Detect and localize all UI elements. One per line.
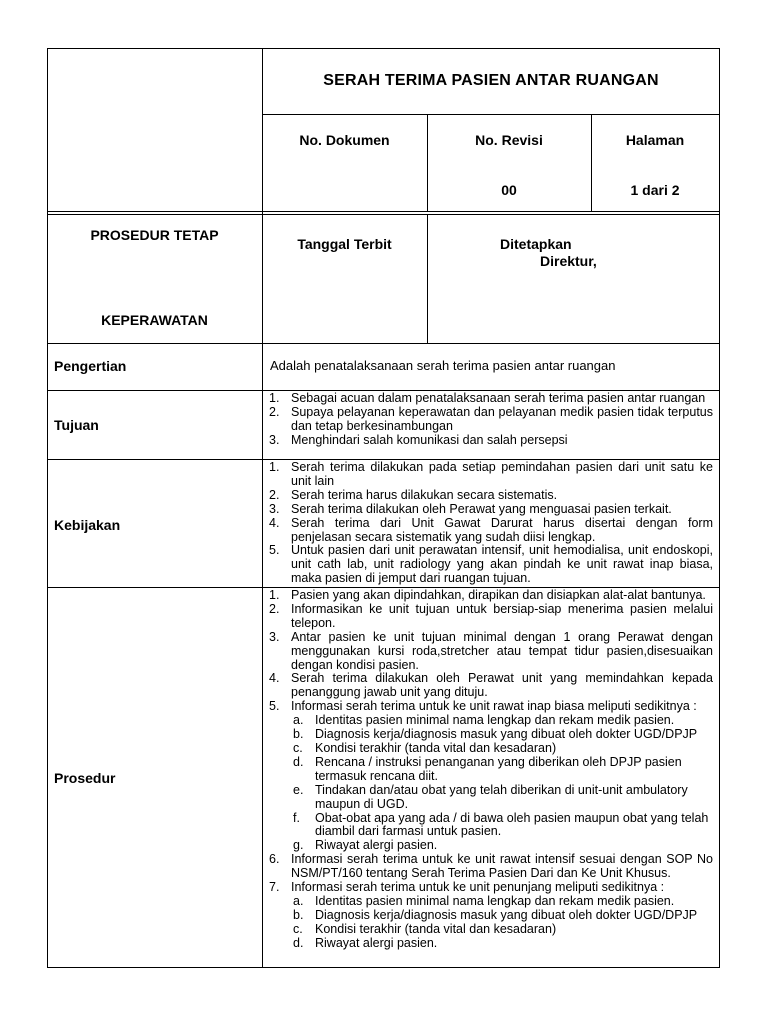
- list-item: 5. Untuk pasien dari unit perawatan intensif, unit hemodialisa, unit endoskopi, unit cath lab, unit radiology yang akan pindah ke unit rawat inap biasa, maka pasien di jemput dari ruangan tujuan.: [269, 543, 713, 586]
- pengertian-label: Pengertian: [54, 358, 127, 374]
- kebijakan-list: [267, 461, 713, 586]
- border-right: [719, 48, 720, 968]
- halaman-value: 1 dari 2: [630, 182, 680, 198]
- sub-list-item: e. Tindakan dan/atau obat yang telah diberikan di unit-unit ambulatory maupun di UGD.: [293, 782, 688, 811]
- sub-list-item: a. Identitas pasien minimal nama lengkap dan rekam medik pasien.: [293, 713, 675, 728]
- list-item: 3. Serah terima dilakukan oleh Perawat yang menguasai pasien terkait.: [269, 501, 672, 516]
- divider-header: [262, 48, 263, 343]
- list-item: 2. Serah terima harus dilakukan secara sistematis.: [269, 487, 558, 502]
- sub-list-item: a. Identitas pasien minimal nama lengkap dan rekam medik pasien.: [293, 893, 675, 908]
- border-top: [47, 48, 720, 49]
- kebijakan-label: Kebijakan: [54, 517, 121, 533]
- keperawatan-label: KEPERAWATAN: [101, 312, 208, 328]
- divider-docinfo-2: [47, 214, 720, 215]
- list-item: 1. Pasien yang akan dipindahkan, dirapikan dan disiapkan alat-alat bantunya.: [269, 588, 706, 602]
- sub-list-item: d. Riwayat alergi pasien.: [293, 935, 438, 950]
- sub-list-item: c. Kondisi terakhir (tanda vital dan kesadaran): [293, 740, 557, 755]
- list-item: 7. Informasi serah terima untuk ke unit penunjang meliputi sedikitnya : a. Identitas pasien minimal nama lengkap dan rekam medik pasien. b. Diagnosis kerja/diagnosis masuk yang dibuat oleh dokter UGD/DPJP c. Kondisi terakhir (tanda vital dan kesadaran) d. Riwayat alergi pasien.: [267, 881, 713, 951]
- divider-label-column: [262, 343, 263, 968]
- list-item: 3. Menghindari salah komunikasi dan salah persepsi: [269, 432, 568, 447]
- sub-list-item: b. Diagnosis kerja/diagnosis masuk yang dibuat oleh dokter UGD/DPJP: [293, 907, 698, 922]
- divider-header-end: [47, 343, 720, 344]
- prosedur-label: Prosedur: [54, 770, 116, 786]
- prosedur-tetap-label: PROSEDUR TETAP: [90, 227, 219, 243]
- list-item: 2. Informasikan ke unit tujuan untuk bersiap-siap menerima pasien melalui telepon.: [269, 601, 713, 630]
- ditetapkan-label: Ditetapkan: [500, 236, 572, 252]
- document-title: SERAH TERIMA PASIEN ANTAR RUANGAN: [323, 72, 659, 89]
- tujuan-label: Tujuan: [54, 417, 99, 433]
- sub-list-item: f. Obat-obat apa yang ada / di bawa oleh pasien maupun obat yang telah diambil dari farmasi untuk pasien.: [293, 810, 709, 839]
- sub-list-item: d. Rencana / instruksi penanganan yang diberikan oleh DPJP pasien termasuk rencana diit.: [293, 754, 682, 783]
- divider-title: [262, 114, 720, 115]
- list-item: 4. Serah terima dari Unit Gawat Darurat harus disertai dengan form penjelasan secara sistematik yang sudah diisi lengkap.: [269, 515, 713, 544]
- border-left: [47, 48, 48, 968]
- halaman-label: Halaman: [625, 132, 685, 148]
- tanggal-terbit-label: Tanggal Terbit: [297, 236, 392, 252]
- list-item: 3. Antar pasien ke unit tujuan minimal dengan 1 orang Perawat dengan menggunakan kursi roda,stretcher atau tempat tidur pasien,disesuaikan dengan kondisi pasien.: [269, 629, 713, 672]
- direktur-label: Direktur,: [540, 253, 597, 269]
- list-item: 1. Serah terima dilakukan pada setiap pemindahan pasien dari unit satu ke unit lain: [269, 460, 713, 488]
- border-bottom: [47, 967, 720, 968]
- no-revisi-value: 00: [501, 182, 517, 198]
- prosedur-sublist-7: [291, 895, 713, 951]
- divider-docinfo: [47, 211, 720, 212]
- list-item: 6. Informasi serah terima untuk ke unit rawat intensif sesuai dengan SOP No NSM/PT/160 tentang Serah Terima Pasien Dari dan Ke Unit Khusus.: [269, 852, 713, 881]
- prosedur-sublist-5: [291, 714, 713, 853]
- no-dokumen-label: No. Dokumen: [299, 132, 390, 148]
- no-revisi-label: No. Revisi: [475, 132, 543, 148]
- list-item: 4. Serah terima dilakukan oleh Perawat unit yang memindahkan kepada penanggung jawab unit yang dituju.: [269, 671, 713, 700]
- list-item: 2. Supaya pelayanan keperawatan dan pelayanan medik pasien tidak terputus dan tetap berkesinambungan: [269, 404, 713, 433]
- pengertian-text: Adalah penatalaksanaan serah terima pasien antar ruangan: [270, 358, 616, 373]
- prosedur-list: [267, 589, 713, 951]
- tujuan-list: [267, 392, 713, 448]
- sub-list-item: b. Diagnosis kerja/diagnosis masuk yang dibuat oleh dokter UGD/DPJP: [293, 727, 698, 742]
- sub-list-item: c. Kondisi terakhir (tanda vital dan kesadaran): [293, 921, 557, 936]
- list-item: 1. Sebagai acuan dalam penatalaksanaan serah terima pasien antar ruangan: [269, 391, 706, 405]
- sub-list-item: g. Riwayat alergi pasien.: [293, 838, 438, 853]
- sop-document: [47, 48, 720, 968]
- divider-tanggal: [427, 214, 428, 343]
- list-item: 5. Informasi serah terima untuk ke unit rawat inap biasa meliputi sedikitnya : a. Identitas pasien minimal nama lengkap dan rekam medik pasien. b. Diagnosis kerja/diagnosis masuk yang dibuat oleh dokter UGD/DPJP c. Kondisi terakhir (tanda vital dan kesadaran) d. Rencana / instruksi penanganan yang diberikan oleh DPJP pasien termasuk rencana diit. e. Tindakan dan/atau obat yang telah diberikan di unit-unit ambulatory maupun di UGD. f. Obat-obat apa yang ada / di bawa oleh pasien maupun obat yang telah diambil dari farmasi untuk pasien. g. Riwayat alergi pasien.: [267, 700, 713, 853]
